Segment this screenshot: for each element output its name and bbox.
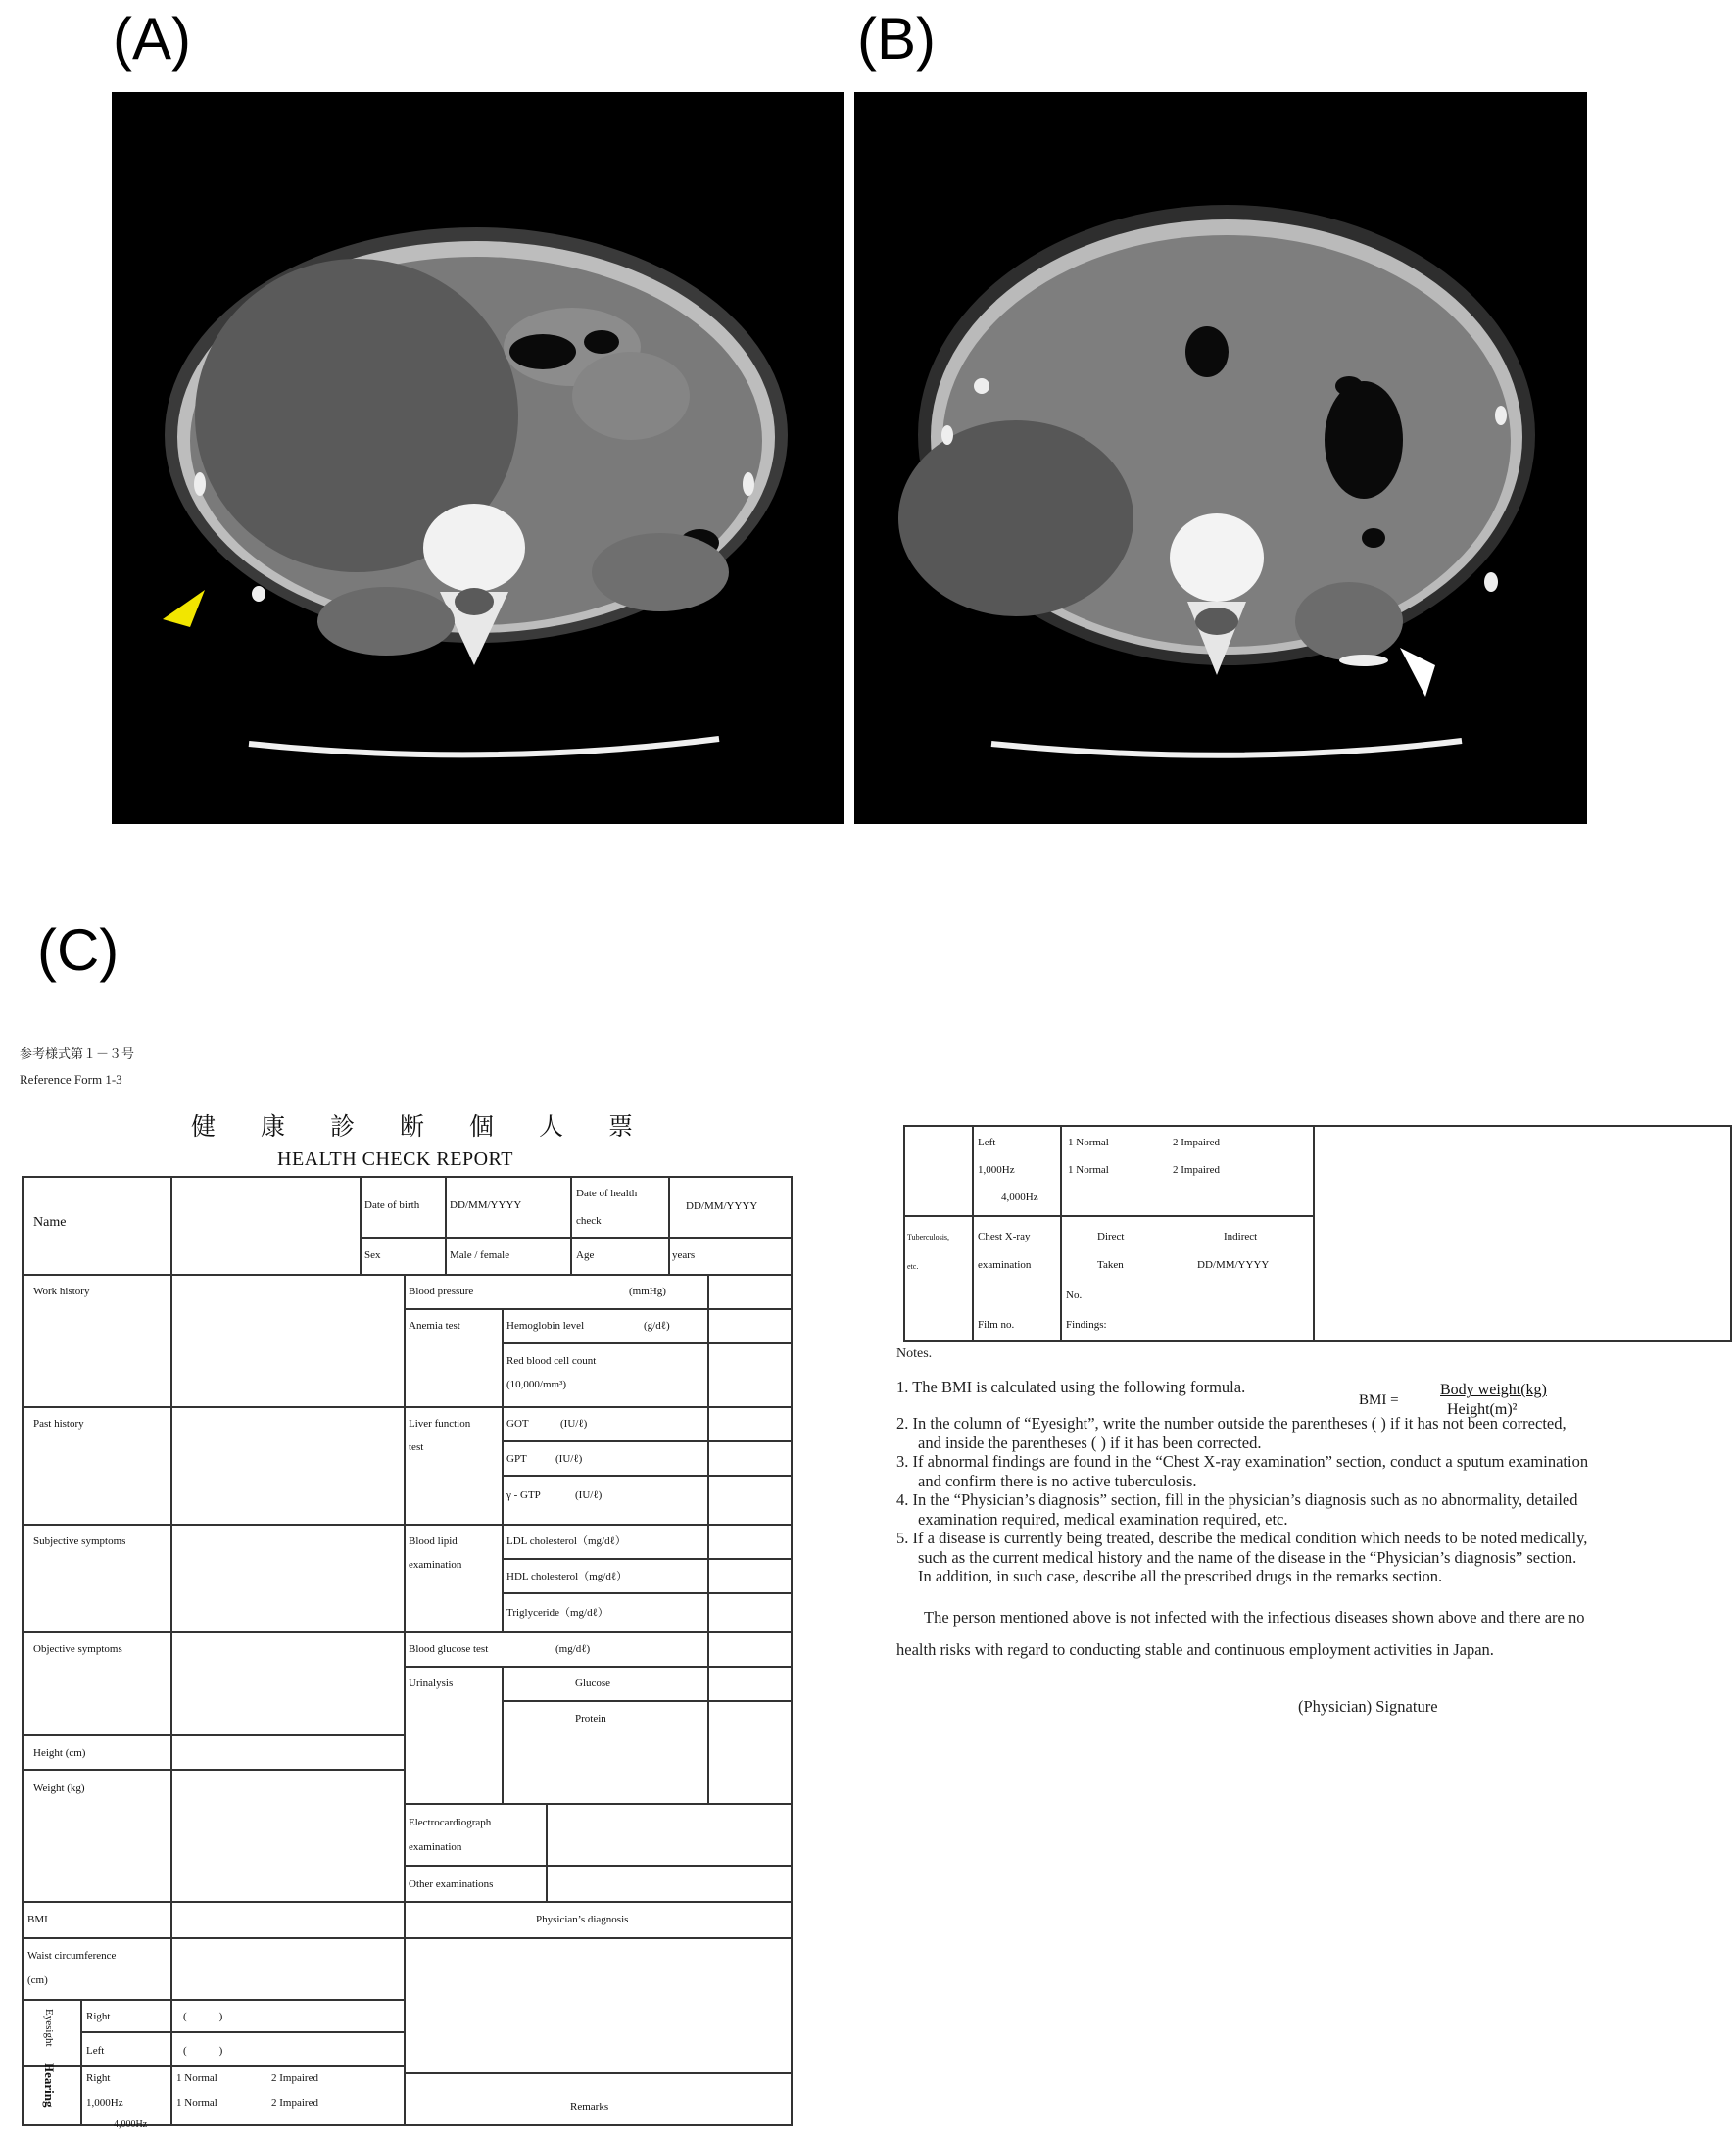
eyesight-right-value: ( ) [183, 2011, 223, 2022]
hearing-right-impaired: 2 Impaired [271, 2072, 318, 2084]
hearing-4000-label: 4,000Hz [114, 2119, 148, 2130]
sex-values: Male / female [450, 1249, 510, 1261]
gpt-label: GPT [506, 1453, 527, 1465]
note-2a: 2. In the column of “Eyesight”, write the number outside the parentheses ( ) if it has not been corrected, [896, 1414, 1567, 1433]
note-4b: examination required, medical examination required, etc. [918, 1509, 1288, 1529]
name-label: Name [33, 1215, 67, 1230]
indirect-label: Indirect [1224, 1231, 1258, 1242]
got-unit: (IU/ℓ) [560, 1418, 588, 1430]
panel-label-b: (B) [857, 6, 936, 72]
hearing-1000-normal: 1 Normal [176, 2097, 217, 2109]
hemoglobin-unit: (g/dℓ) [644, 1320, 670, 1332]
work-history-label: Work history [33, 1286, 90, 1297]
objective-symptoms-label: Objective symptoms [33, 1643, 122, 1655]
hdl-label: HDL cholesterol（mg/dℓ） [506, 1571, 628, 1582]
note-5b: such as the current medical history and the name of the disease in the “Physician’s diagnosis” section. [918, 1547, 1577, 1567]
subjective-symptoms-label: Subjective symptoms [33, 1535, 126, 1547]
hearing-left-1000-normal: 1 Normal [1068, 1164, 1109, 1176]
form-title-en: HEALTH CHECK REPORT [277, 1148, 513, 1170]
hearing-right-label: Right [86, 2072, 111, 2084]
ct-scan-b [854, 92, 1587, 824]
liver-test-label-2: test [409, 1441, 424, 1453]
years-label: years [672, 1249, 696, 1261]
anemia-test-label: Anemia test [409, 1320, 460, 1332]
ldl-label: LDL cholesterol（mg/dℓ） [506, 1535, 626, 1547]
notes-heading: Notes. [896, 1346, 933, 1361]
bmi-label: BMI [27, 1914, 48, 1925]
notes-section [896, 1344, 1719, 1716]
chest-xray-label-2: examination [978, 1259, 1032, 1271]
remarks-label: Remarks [570, 2101, 609, 2113]
note-3a: 3. If abnormal findings are found in the “Chest X-ray examination” section, conduct a sputum examination [896, 1452, 1589, 1471]
declaration-2: health risks with regard to conducting stable and continuous employment activities in Japan. [896, 1640, 1494, 1659]
bmi-numerator: Body weight(kg) [1440, 1382, 1547, 1398]
ecg-label-2: examination [409, 1841, 462, 1853]
xray-no-label: No. [1066, 1289, 1083, 1301]
panel-label-c: (C) [37, 917, 120, 983]
film-no-label: Film no. [978, 1319, 1015, 1331]
note-3b: and confirm there is no active tuberculosis. [918, 1471, 1197, 1490]
taken-label: Taken [1097, 1259, 1124, 1271]
glucose-label: Glucose [575, 1678, 611, 1689]
blood-lipid-label-2: examination [409, 1559, 462, 1571]
arrowhead-white-icon [1398, 646, 1437, 700]
triglyceride-label: Triglyceride（mg/dℓ） [506, 1607, 608, 1619]
height-label: Height (cm) [33, 1747, 86, 1759]
health-check-table-left [22, 1176, 793, 2128]
physician-signature: (Physician) Signature [1298, 1696, 1438, 1716]
eyesight-left-value: ( ) [183, 2045, 223, 2057]
blood-glucose-label: Blood glucose test [409, 1643, 489, 1655]
health-check-date-label-1: Date of health [576, 1188, 638, 1199]
note-5c: In addition, in such case, describe all the prescribed drugs in the remarks section. [918, 1567, 1443, 1585]
bmi-denominator: Height(m)² [1447, 1401, 1518, 1418]
eyesight-right-label: Right [86, 2011, 111, 2022]
note-4a: 4. In the “Physician’s diagnosis” section, fill in the physician’s diagnosis such as no abnormality, detailed [896, 1490, 1578, 1509]
bmi-equation-label: BMI = [1359, 1392, 1399, 1408]
hearing-left-normal: 1 Normal [1068, 1137, 1109, 1148]
hearing-1000-label: 1,000Hz [86, 2097, 123, 2109]
hearing-left-1000: 1,000Hz [978, 1164, 1015, 1176]
dob-label: Date of birth [364, 1199, 420, 1211]
waist-label-2: (cm) [27, 1974, 48, 1986]
chest-xray-label-1: Chest X-ray [978, 1231, 1031, 1242]
ct-scan-a-image [112, 92, 844, 824]
age-label: Age [576, 1249, 595, 1261]
hearing-label: Hearing [42, 2063, 57, 2108]
sex-label: Sex [364, 1249, 381, 1261]
health-check-date-label-2: check [576, 1215, 602, 1227]
tuberculosis-label-1: Tuberculosis, [907, 1233, 950, 1241]
rbc-label-2: (10,000/mm³) [506, 1379, 567, 1390]
blood-glucose-unit: (mg/dℓ) [555, 1643, 591, 1655]
hearing-left-label: Left [978, 1137, 996, 1148]
weight-label: Weight (kg) [33, 1782, 85, 1794]
hemoglobin-label: Hemoglobin level [506, 1320, 585, 1332]
form-title-jp: 健康診断個人票 [191, 1114, 679, 1141]
hearing-left-impaired: 2 Impaired [1173, 1137, 1220, 1148]
note-2b: and inside the parentheses ( ) if it has been corrected. [918, 1433, 1262, 1452]
health-check-date-format: DD/MM/YYYY [686, 1200, 758, 1212]
hearing-right-normal: 1 Normal [176, 2072, 217, 2084]
note-5a: 5. If a disease is currently being treated, describe the medical condition which needs to be noted medically, [896, 1529, 1588, 1547]
hearing-1000-impaired: 2 Impaired [271, 2097, 318, 2109]
gpt-unit: (IU/ℓ) [555, 1453, 583, 1465]
form-number-en: Reference Form 1-3 [20, 1072, 122, 1087]
arrowhead-yellow-icon [161, 580, 210, 629]
hearing-left-4000: 4,000Hz [1001, 1192, 1038, 1203]
waist-label-1: Waist circumference [27, 1950, 117, 1962]
declaration-1: The person mentioned above is not infected with the infectious diseases shown above and there are no [924, 1607, 1585, 1627]
ct-scan-a [112, 92, 844, 824]
past-history-label: Past history [33, 1418, 84, 1430]
urinalysis-label: Urinalysis [409, 1678, 454, 1689]
form-number-jp: 参考様式第１－３号 [20, 1046, 135, 1061]
direct-label: Direct [1097, 1231, 1125, 1242]
blood-pressure-label: Blood pressure [409, 1286, 474, 1297]
rbc-label-1: Red blood cell count [506, 1355, 597, 1367]
liver-test-label-1: Liver function [409, 1418, 471, 1430]
taken-date: DD/MM/YYYY [1197, 1259, 1270, 1271]
ggtp-label: γ - GTP [506, 1489, 541, 1501]
other-exam-label: Other examinations [409, 1878, 494, 1890]
note-1: 1. The BMI is calculated using the following formula. [896, 1377, 1246, 1396]
panel-label-a: (A) [113, 6, 191, 72]
ecg-label-1: Electrocardiograph [409, 1817, 492, 1828]
blood-lipid-label-1: Blood lipid [409, 1535, 458, 1547]
got-label: GOT [506, 1418, 529, 1430]
health-check-table-right [903, 1125, 1732, 1342]
ct-scan-b-image [854, 92, 1587, 824]
eyesight-label: Eyesight [43, 2009, 55, 2047]
findings-label: Findings: [1066, 1319, 1107, 1331]
physician-diagnosis-label: Physician’s diagnosis [536, 1914, 629, 1925]
ggtp-unit: (IU/ℓ) [575, 1489, 603, 1501]
protein-label: Protein [575, 1713, 606, 1725]
eyesight-left-label: Left [86, 2045, 105, 2057]
dob-format: DD/MM/YYYY [450, 1199, 522, 1211]
hearing-left-1000-impaired: 2 Impaired [1173, 1164, 1220, 1176]
tuberculosis-label-2: etc. [907, 1262, 919, 1271]
blood-pressure-unit: (mmHg) [629, 1286, 666, 1297]
